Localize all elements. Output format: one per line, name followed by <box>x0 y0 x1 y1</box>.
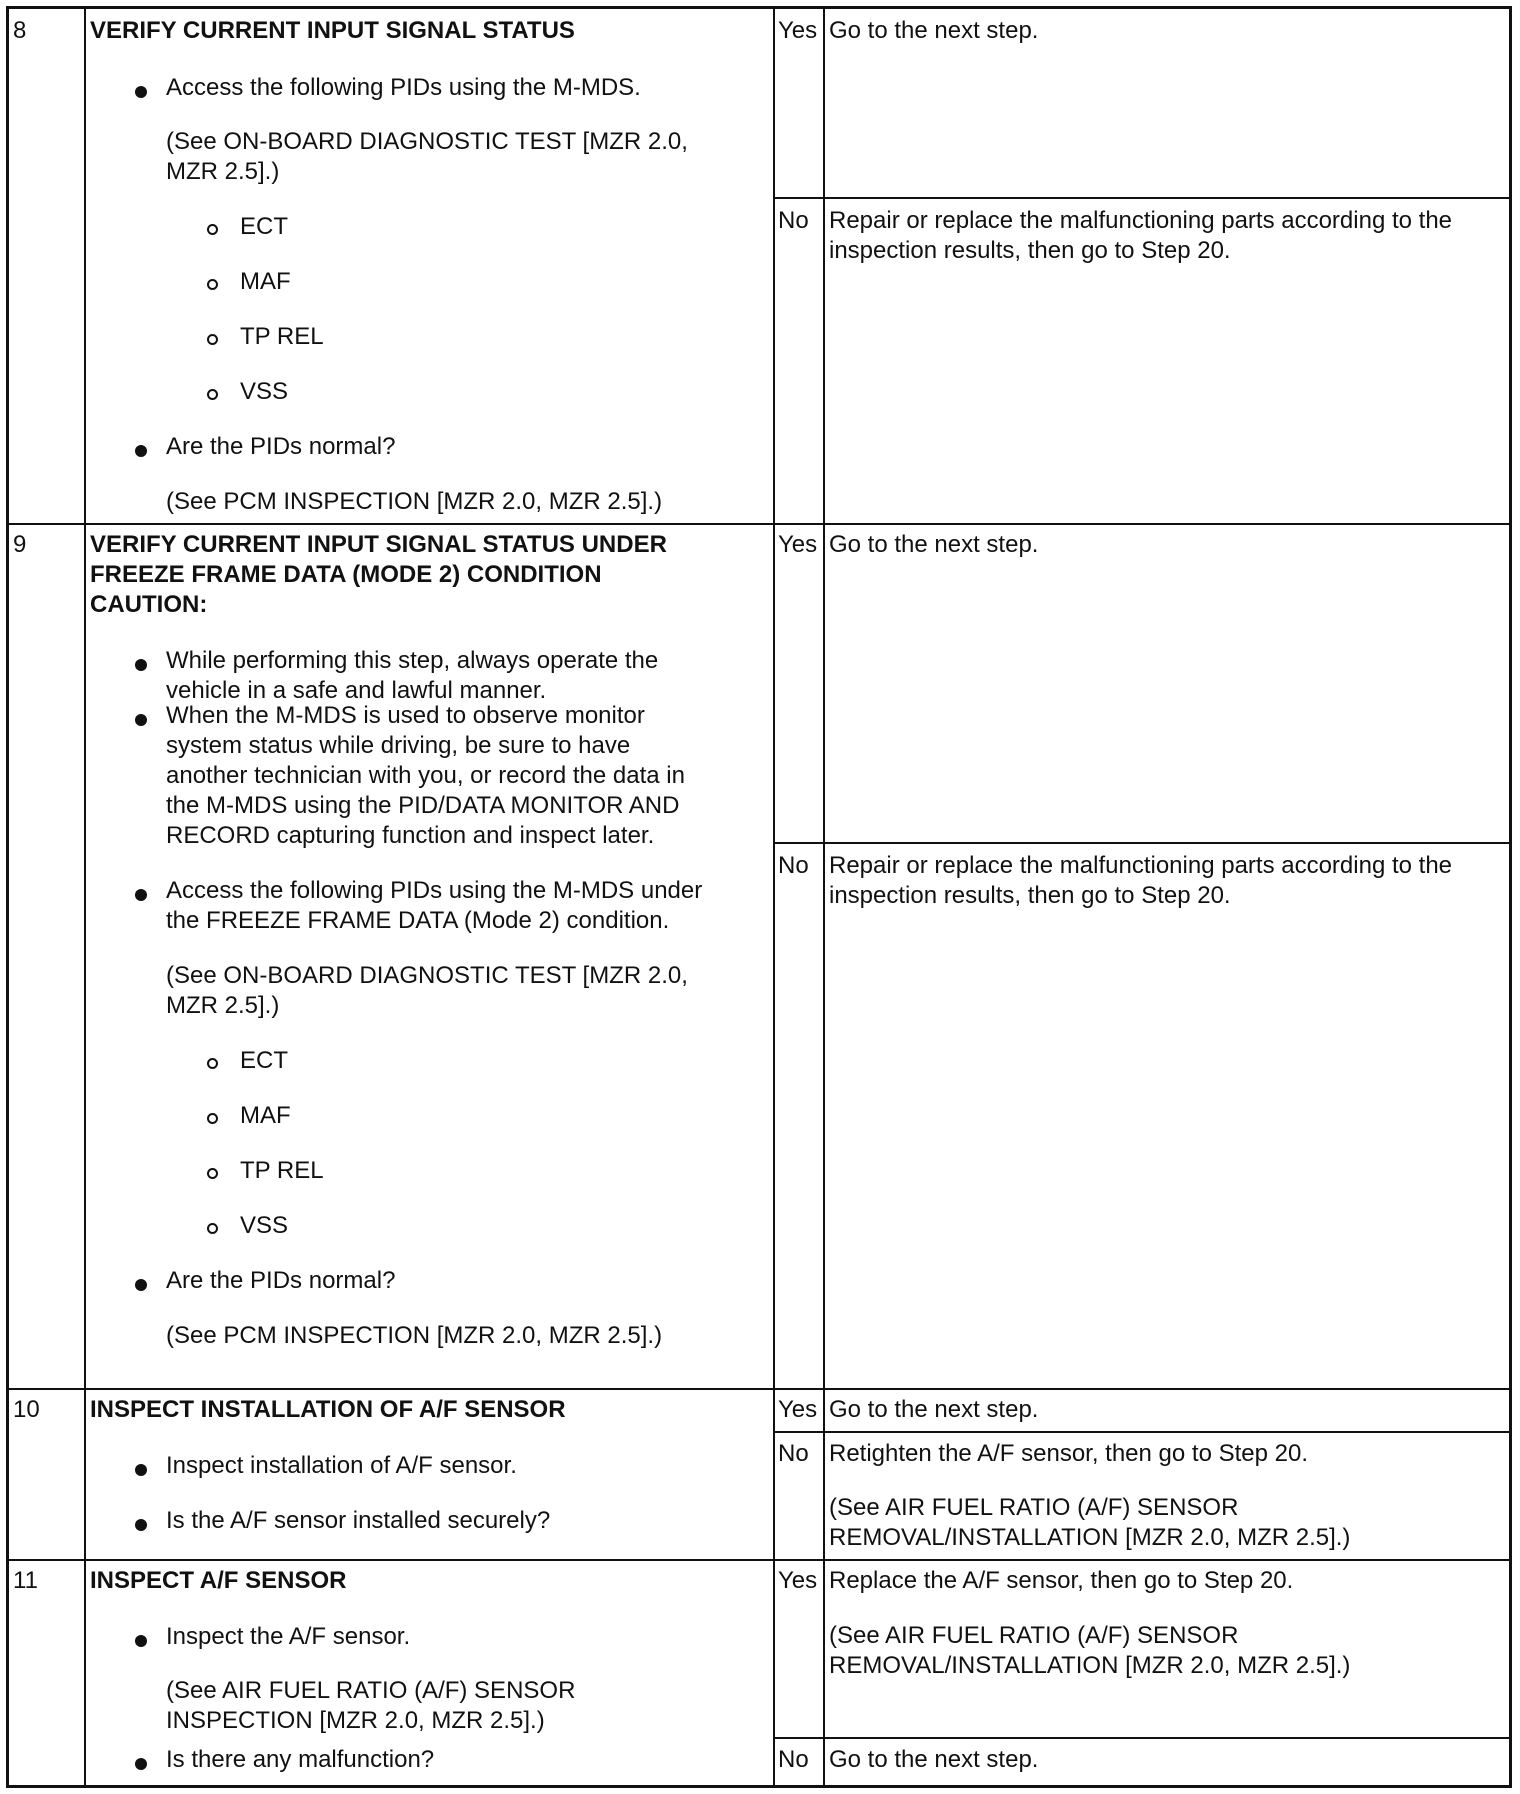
bullet-icon <box>135 86 147 98</box>
sub-bullet-icon <box>207 1168 218 1179</box>
yes-no-divider-9 <box>773 842 1509 844</box>
step-10-no-reference: (See AIR FUEL RATIO (A/F) SENSOR <box>829 1494 1239 1521</box>
sub-bullet-icon <box>207 279 218 290</box>
step-9-caution-mmds-cont-1: system status while driving, be sure to have <box>166 732 631 759</box>
step-11-title: INSPECT A/F SENSOR <box>90 1567 347 1594</box>
step-9-reference-obd-test-cont: MZR 2.5].) <box>166 992 280 1019</box>
step-10-title: INSPECT INSTALLATION OF A/F SENSOR <box>90 1396 566 1423</box>
step-8-reference-obd-test-cont: MZR 2.5].) <box>166 158 280 185</box>
step-9-pid-maf: MAF <box>240 1102 291 1129</box>
step-11-yes-reference-cont: REMOVAL/INSTALLATION [MZR 2.0, MZR 2.5].) <box>829 1652 1351 1679</box>
step-9-caution-mmds-cont-3: the M-MDS using the PID/DATA MONITOR AND <box>166 792 680 819</box>
step-9-caution-mmds-cont-2: another technician with you, or record the data in <box>166 762 685 789</box>
yes-no-divider-10 <box>773 1431 1509 1433</box>
step-8-bullet-pids-normal: Are the PIDs normal? <box>166 433 396 460</box>
step-9-pid-tp-rel: TP REL <box>240 1157 324 1184</box>
step-9-bullet-access-pids-cont: the FREEZE FRAME DATA (Mode 2) condition. <box>166 907 670 934</box>
bullet-icon <box>135 1279 147 1291</box>
bullet-icon <box>135 1519 147 1531</box>
step-9-bullet-pids-normal: Are the PIDs normal? <box>166 1267 396 1294</box>
step-9-bullet-access-pids: Access the following PIDs using the M-MDS under <box>166 877 703 904</box>
step-9-yes-action: Go to the next step. <box>829 531 1039 558</box>
sub-bullet-icon <box>207 389 218 400</box>
step-8-yes-action: Go to the next step. <box>829 17 1039 44</box>
step-8-pid-vss: VSS <box>240 378 289 405</box>
step-number-9: 9 <box>13 531 27 558</box>
column-divider-result <box>823 9 825 1785</box>
yes-no-divider-8 <box>773 197 1509 199</box>
step-11-bullet-inspect-sensor: Inspect the A/F sensor. <box>166 1623 411 1650</box>
row-divider-9-10 <box>9 1388 1509 1390</box>
step-9-no-action: Repair or replace the malfunctioning parts according to the <box>829 852 1453 879</box>
step-10-bullet-inspect-installation: Inspect installation of A/F sensor. <box>166 1452 517 1479</box>
diagnostic-procedure-table <box>6 6 1512 1788</box>
bullet-icon <box>135 1635 147 1647</box>
step-10-no-label: No <box>778 1440 809 1467</box>
sub-bullet-icon <box>207 224 218 235</box>
step-10-yes-label: Yes <box>778 1396 818 1423</box>
step-9-no-label: No <box>778 852 809 879</box>
row-divider-10-11 <box>9 1559 1509 1561</box>
column-divider-action <box>773 9 775 1785</box>
sub-bullet-icon <box>207 334 218 345</box>
step-9-yes-label: Yes <box>778 531 818 558</box>
step-8-pid-maf: MAF <box>240 268 291 295</box>
sub-bullet-icon <box>207 1113 218 1124</box>
step-8-bullet-access-pids: Access the following PIDs using the M-MDS. <box>166 74 641 101</box>
step-8-no-label: No <box>778 207 809 234</box>
step-8-title: VERIFY CURRENT INPUT SIGNAL STATUS <box>90 17 575 44</box>
step-10-yes-action: Go to the next step. <box>829 1396 1039 1423</box>
column-divider-step <box>84 9 86 1785</box>
step-9-pid-ect: ECT <box>240 1047 288 1074</box>
sub-bullet-icon <box>207 1223 218 1234</box>
bullet-icon <box>135 889 147 901</box>
step-11-reference-sensor-inspection: (See AIR FUEL RATIO (A/F) SENSOR <box>166 1677 576 1704</box>
step-9-caution-mmds: When the M-MDS is used to observe monitor <box>166 702 645 729</box>
bullet-icon <box>135 714 147 726</box>
step-9-caution-safe-operation-cont: vehicle in a safe and lawful manner. <box>166 677 547 704</box>
step-11-yes-reference: (See AIR FUEL RATIO (A/F) SENSOR <box>829 1622 1239 1649</box>
step-8-no-action-cont: inspection results, then go to Step 20. <box>829 237 1231 264</box>
step-11-yes-label: Yes <box>778 1567 818 1594</box>
step-11-no-action: Go to the next step. <box>829 1746 1039 1773</box>
step-9-reference-obd-test: (See ON-BOARD DIAGNOSTIC TEST [MZR 2.0, <box>166 962 688 989</box>
step-number-10: 10 <box>13 1396 40 1423</box>
step-9-caution-safe-operation: While performing this step, always operate the <box>166 647 659 674</box>
step-8-reference-pcm-inspection: (See PCM INSPECTION [MZR 2.0, MZR 2.5].) <box>166 488 663 515</box>
step-11-yes-action: Replace the A/F sensor, then go to Step 20. <box>829 1567 1294 1594</box>
step-9-title: VERIFY CURRENT INPUT SIGNAL STATUS UNDER <box>90 531 667 558</box>
row-divider-8-9 <box>9 523 1509 525</box>
step-number-8: 8 <box>13 17 27 44</box>
step-10-no-action: Retighten the A/F sensor, then go to Step 20. <box>829 1440 1308 1467</box>
step-9-title-cont: FREEZE FRAME DATA (MODE 2) CONDITION <box>90 561 602 588</box>
step-10-no-reference-cont: REMOVAL/INSTALLATION [MZR 2.0, MZR 2.5].) <box>829 1524 1351 1551</box>
yes-no-divider-11 <box>773 1737 1509 1739</box>
step-9-pid-vss: VSS <box>240 1212 289 1239</box>
step-11-bullet-any-malfunction: Is there any malfunction? <box>166 1746 435 1773</box>
bullet-icon <box>135 659 147 671</box>
step-8-pid-ect: ECT <box>240 213 288 240</box>
step-9-no-action-cont: inspection results, then go to Step 20. <box>829 882 1231 909</box>
step-number-11: 11 <box>13 1567 38 1594</box>
step-9-caution-mmds-cont-4: RECORD capturing function and inspect later. <box>166 822 655 849</box>
bullet-icon <box>135 1758 147 1770</box>
sub-bullet-icon <box>207 1058 218 1069</box>
step-9-caution-heading: CAUTION: <box>90 591 208 618</box>
step-8-no-action: Repair or replace the malfunctioning parts according to the <box>829 207 1453 234</box>
step-11-no-label: No <box>778 1746 809 1773</box>
step-11-reference-sensor-inspection-cont: INSPECTION [MZR 2.0, MZR 2.5].) <box>166 1707 545 1734</box>
bullet-icon <box>135 1464 147 1476</box>
bullet-icon <box>135 445 147 457</box>
step-8-reference-obd-test: (See ON-BOARD DIAGNOSTIC TEST [MZR 2.0, <box>166 128 688 155</box>
step-10-bullet-installed-securely: Is the A/F sensor installed securely? <box>166 1507 551 1534</box>
step-9-reference-pcm-inspection: (See PCM INSPECTION [MZR 2.0, MZR 2.5].) <box>166 1322 663 1349</box>
step-8-yes-label: Yes <box>778 17 818 44</box>
step-8-pid-tp-rel: TP REL <box>240 323 324 350</box>
